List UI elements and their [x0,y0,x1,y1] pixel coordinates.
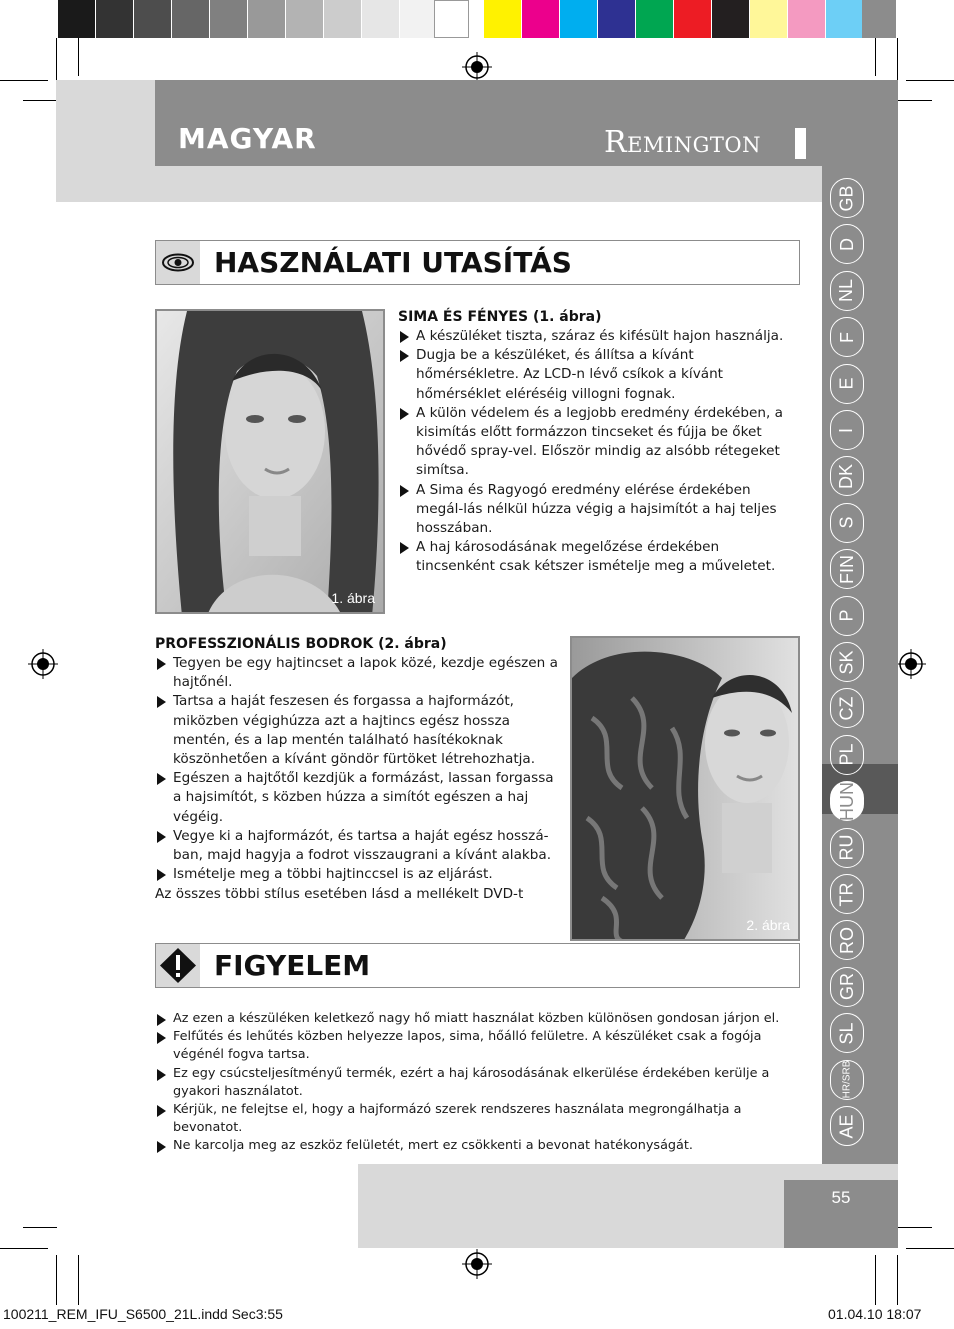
language-tab-i[interactable] [830,410,864,450]
color-swatch [286,0,323,38]
list-item: A külön védelem és a legjobb eredmény érdekében, a kisimítás előtt formázzon tincseket és fújja be őket hővédő spray-vel. Először mindig az alsóbb rétegeket simítsa. [398,404,800,481]
color-swatch [862,0,896,38]
list-item: Ismételje meg a többi hajtinccsel is az eljárást. [155,865,560,884]
language-tab-label: RU [836,834,857,861]
crop-mark [875,1255,876,1305]
color-swatch [434,0,469,38]
language-title: MAGYAR [178,122,317,155]
language-tab-sl[interactable] [830,1013,864,1053]
eye-icon [156,241,200,284]
language-tab-label: CZ [836,696,857,721]
crop-mark [906,80,954,81]
section-title-warning: FIGYELEM [214,949,371,982]
language-tab-label: P [836,609,857,622]
figure-2-photo [570,636,800,941]
registration-mark-icon [462,1249,492,1279]
warning-list-block [155,1010,805,1156]
color-swatch [134,0,171,38]
language-tab-p[interactable] [830,596,864,636]
language-tab-label: RO [836,926,857,954]
color-swatch [210,0,247,38]
color-swatch [560,0,597,38]
language-tab-ae[interactable] [830,1106,864,1146]
language-tab-hr-srb[interactable] [830,1060,864,1100]
list-item: Az ezen a készüléken keletkező nagy hő miatt használat közben különösen gondosan járjon el. [155,1010,805,1028]
color-swatch [522,0,559,38]
language-tab-label: I [836,427,857,433]
list-item: Egészen a hajtőtől kezdjük a formázást, lassan forgassa a hajsimítót, s közben húzza a simítót egészen a haj végéig. [155,769,560,827]
language-tab-label: GB [836,184,857,212]
crop-mark [0,1248,48,1249]
language-tab-label: SK [836,649,857,675]
language-tab-gr[interactable] [830,967,864,1007]
list-item: A Sima és Ragyogó eredmény elérése érdekében megál-lás nélkül húzza végig a hajsimítót a haj teljes hosszában. [398,481,800,539]
color-swatch [636,0,673,38]
language-tab-label: AE [836,1113,857,1139]
smooth-shiny-block [398,309,800,577]
color-swatch [400,0,437,38]
list-item: Kérjük, ne felejtse el, hogy a hajformázó szerek rendszeres használata megrongálhatja a bevonatot. [155,1101,805,1137]
list-item: A készüléket tiszta, száraz és kifésült hajon használja. [398,327,800,346]
language-tab-label: HUN [836,781,857,821]
language-tab-nl[interactable] [830,271,864,311]
language-tab-label: F [836,331,857,343]
slug-file-info: 100211_REM_IFU_S6500_21L.indd Sec3:55 [3,1306,283,1322]
color-swatch [788,0,825,38]
list-item: Ne karcolja meg az eszköz felületét, mert ez csökkenti a bevonat hatékonyságát. [155,1137,805,1155]
crop-mark [898,1227,932,1228]
list-item: Ez egy csúcsteljesítményű termék, ezért a haj károsodásának elkerülése érdekében kerülje a gyakori használatot. [155,1065,805,1101]
list-item: Vegye ki a hajformázót, és tartsa a haját egész hosszá-ban, majd hagyja a fodrot visszaugrani a kívánt alakba. [155,827,560,865]
language-tab-dk[interactable] [830,456,864,496]
color-swatch [96,0,133,38]
list-item: Felfűtés és lehűtés közben helyezze lapos, sima, hőálló felületre. A készüléket csak a fogója végénél fogva tartsa. [155,1028,805,1064]
language-tab-fin[interactable] [830,549,864,589]
color-swatch [712,0,749,38]
language-tab-label: GR [836,973,857,1001]
list-item: Tegyen be egy hajtincset a lapok közé, kezdje egészen a hajtőnél. [155,654,560,692]
language-tab-e[interactable] [830,364,864,404]
color-swatch [484,0,521,38]
page-number: 55 [784,1180,898,1248]
crop-mark [78,1255,79,1305]
language-tab-label: D [836,237,857,251]
crop-mark [23,1227,57,1228]
language-tab-f[interactable] [830,317,864,357]
section-icon-box [156,944,200,987]
warning-items [155,1010,805,1156]
brand-logo-bar [795,128,806,159]
list-item: Dugja be a készüléket, és állítsa a kívánt hőmérsékletre. Az LCD-n lévő csíkok a kívánt hőmérséklet eléréséig villogni fognak. [398,346,800,404]
smooth-shiny-steps [398,327,800,577]
language-tab-label: TR [836,882,857,906]
slug-date-time: 01.04.10 18:07 [828,1306,922,1322]
crop-mark [56,1255,57,1305]
crop-mark [23,100,57,101]
color-swatch [362,0,399,38]
dvd-note: Az összes többi stílus esetében lásd a mellékelt DVD-t [155,886,524,902]
curls-steps [155,654,560,884]
color-swatch [826,0,863,38]
language-tab-hun[interactable] [830,781,864,821]
registration-mark-icon [28,649,58,679]
brand-logo: Remington [604,125,761,160]
crop-mark [0,80,48,81]
registration-mark-icon [462,52,492,82]
language-tab-ru[interactable] [830,828,864,868]
color-swatch [750,0,787,38]
list-item: Tartsa a haját feszesen és forgassa a hajformázót, miközben végighúzza azt a hajtincs egész hossza mentén, és a lap mentén található hasítékoknak köszönhetően a kívánt göndör fürtöket létrehozhatja. [155,692,560,769]
color-swatch [598,0,635,38]
color-swatch [674,0,711,38]
list-item: A haj károsodásának megelőzése érdekében tincsenként csak kétszer ismételje meg a műveletet. [398,538,800,576]
color-swatch [172,0,209,38]
language-tab-label: NL [836,279,857,303]
language-tab-gb[interactable] [830,178,864,218]
language-tab-label: DK [836,463,857,489]
color-swatch [324,0,361,38]
smooth-shiny-heading: SIMA ÉS FÉNYES (1. ábra) [398,309,602,325]
curls-block [155,636,560,884]
crop-mark [78,38,79,76]
curls-heading: PROFESSZIONÁLIS BODROK (2. ábra) [155,636,447,652]
language-tab-label: E [836,377,857,390]
section-icon-box [156,241,200,284]
language-tab-cz[interactable] [830,688,864,728]
color-swatch [58,0,95,38]
crop-mark [898,100,932,101]
figure-2-caption: 2. ábra [746,917,790,933]
registration-mark-icon [896,649,926,679]
language-tab-d[interactable] [830,224,864,264]
language-tab-tr[interactable] [830,874,864,914]
language-tab-label: PL [836,743,857,766]
color-swatch [248,0,285,38]
figure-1-caption: 1. ábra [331,590,375,606]
header-shadow-band [56,166,898,202]
language-tab-s[interactable] [830,503,864,543]
language-tab-label: S [836,516,857,529]
warning-icon [156,944,200,987]
crop-mark [897,1255,898,1305]
language-tab-ro[interactable] [830,920,864,960]
crop-mark [875,38,876,76]
language-tab-label: FIN [836,554,857,584]
language-tab-pl[interactable] [830,735,864,775]
language-tab-label: SL [836,1022,857,1045]
language-tab-sk[interactable] [830,642,864,682]
crop-mark [906,1248,954,1249]
language-tab-label: HR/SRB [841,1060,853,1099]
figure-1-photo [155,309,385,614]
section-title-instructions: HASZNÁLATI UTASÍTÁS [214,246,572,279]
header-side-band [56,80,156,202]
